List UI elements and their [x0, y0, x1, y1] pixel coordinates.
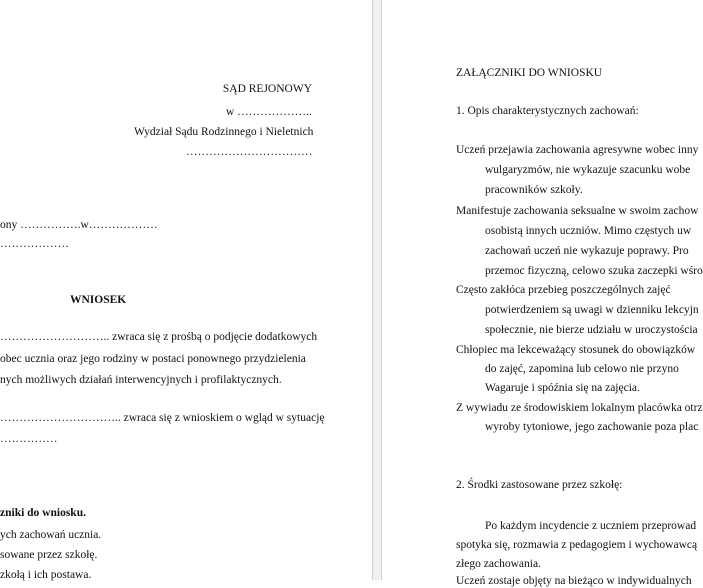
body-line: Wagaruje i spóźnia się na zajęcia. [485, 382, 640, 394]
attachment-item: sowane przez szkołę. [0, 549, 98, 561]
body-line: pracowników szkoły. [485, 184, 583, 196]
body-line: do zajęć, zapomina lub celowo nie przyno [485, 363, 679, 375]
body-line: Uczeń zostaje objęty na bieżąco w indywidualnych [456, 575, 692, 587]
body-line: zachowań uczeń nie wykazuje poprawy. Pro [485, 245, 689, 257]
document-page-right [382, 0, 703, 587]
body-line: przemoc fizyczną, celowo szuka zaczepki wśro [485, 265, 703, 277]
body-line: wulgaryzmów, nie wykazuje szacunku wobe [485, 164, 691, 176]
section-heading: 2. Środki zastosowane przez szkołę: [456, 479, 623, 491]
court-division: Wydział Sądu Rodzinnego i Nieletnich [134, 126, 314, 138]
attachments-title: ZAŁĄCZNIKI DO WNIOSKU [456, 67, 603, 79]
body-line: Po każdym incydencie z uczniem przeprowad [485, 520, 697, 532]
attachment-item: zkołą i ich postawa. [0, 569, 92, 581]
body-line: spotyka się, rozmawia z pedagogiem i wychowawcą [456, 539, 698, 551]
body-line: wyroby tytoniowe, jego zachowanie poza plac [485, 421, 699, 433]
document-heading: WNIOSEK [70, 294, 127, 306]
place-line: ony …………….w……………… [0, 219, 158, 231]
body-line: złego zachowania. [456, 558, 541, 570]
paragraph-line: ………………………….. zwraca się z wnioskiem o wgląd w sytuację [0, 412, 325, 424]
paragraph-line: ……………………….. zwraca się z prośbą o podjęcie dodatkowych [0, 331, 318, 343]
body-line: Często zakłóca przebieg poszczególnych zajęć [456, 284, 671, 296]
court-location-line: w ……………….. [226, 106, 312, 118]
section-heading: 1. Opis charakterystycznych zachowań: [456, 105, 639, 117]
body-line: potwierdzeniem są uwagi w dzienniku lekcyjn [485, 304, 699, 316]
body-line: Uczeń przejawia zachowania agresywne wobec inny [456, 144, 699, 156]
body-line: społecznie, nie bierze udziału w uroczystościa [485, 324, 698, 336]
paragraph-line: obec ucznia oraz jego rodziny w postaci ponownego przydzielenia [0, 353, 306, 365]
paragraph-line: nych możliwych działań interwencyjnych i profilaktycznych. [0, 374, 282, 386]
court-title: SĄD REJONOWY [222, 83, 312, 95]
body-line: Z wywiadu ze środowiskiem lokalnym placówka otrz [456, 402, 703, 414]
body-line: osobistą innych uczniów. Mimo częstych uw [485, 225, 692, 237]
place-line-2: ……………… [0, 238, 69, 250]
attachments-heading: zniki do wniosku. [0, 507, 86, 519]
signature-line: …………………………… [186, 146, 313, 158]
attachment-item: ych zachowań ucznia. [0, 529, 102, 541]
body-line: Chłopiec ma lekceważący stosunek do obowiązków [456, 344, 696, 356]
paragraph-line: …………… [0, 433, 58, 445]
body-line: Manifestuje zachowania seksualne w swoim zachow [456, 205, 699, 217]
page-separator [372, 0, 382, 580]
